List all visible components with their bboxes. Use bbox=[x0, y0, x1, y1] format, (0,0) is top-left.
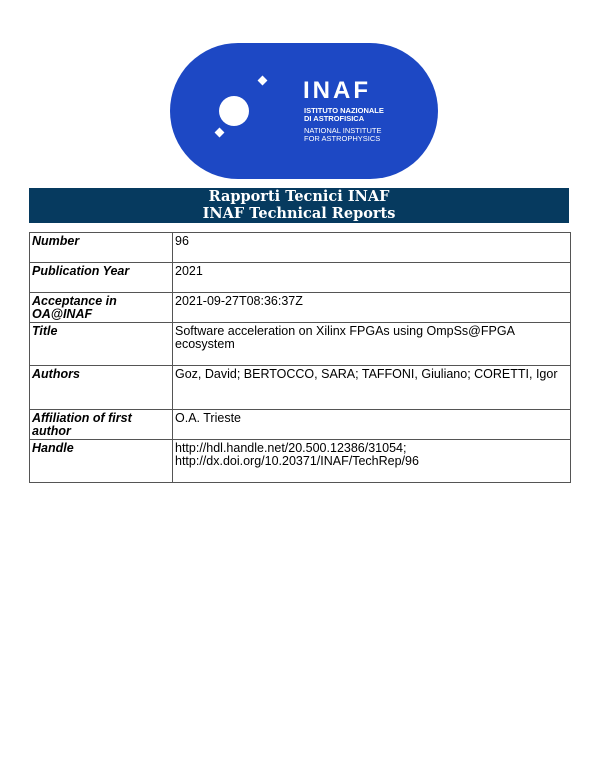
banner-title-it: Rapporti Tecnici INAF bbox=[208, 188, 390, 205]
year-label: Publication Year bbox=[30, 263, 173, 293]
handle-link[interactable]: http://hdl.handle.net/20.500.12386/31054; bbox=[175, 441, 407, 455]
table-row bbox=[30, 233, 571, 263]
affiliation-label: Affiliation of first author bbox=[30, 410, 173, 440]
logo-line-2: DI ASTROFISICA bbox=[304, 114, 365, 123]
acceptance-label: Acceptance in OA@INAF bbox=[30, 293, 173, 323]
authors-label: Authors bbox=[30, 366, 173, 410]
table-row bbox=[30, 323, 571, 366]
year-value: 2021 bbox=[173, 263, 571, 293]
logo-line-1: ISTITUTO NAZIONALE bbox=[304, 106, 384, 115]
logo-star-small-icon bbox=[215, 128, 225, 138]
metadata-table bbox=[29, 232, 571, 483]
logo-star-icon bbox=[258, 76, 268, 86]
doi-link[interactable]: http://dx.doi.org/10.20371/INAF/TechRep/96 bbox=[175, 454, 419, 468]
logo-dot-icon bbox=[219, 96, 249, 126]
acceptance-value: 2021-09-27T08:36:37Z bbox=[173, 293, 571, 323]
table-row bbox=[30, 410, 571, 440]
inaf-logo bbox=[170, 43, 438, 179]
table-row bbox=[30, 263, 571, 293]
authors-value: Goz, David; BERTOCCO, SARA; TAFFONI, Giuliano; CORETTI, Igor bbox=[173, 366, 571, 410]
handle-label: Handle bbox=[30, 440, 173, 483]
table-row bbox=[30, 293, 571, 323]
affiliation-value: O.A. Trieste bbox=[173, 410, 571, 440]
report-banner bbox=[29, 188, 569, 223]
table-row bbox=[30, 366, 571, 410]
banner-title-en: INAF Technical Reports bbox=[202, 205, 396, 222]
title-label: Title bbox=[30, 323, 173, 366]
handle-value bbox=[173, 440, 571, 483]
logo-line-4: FOR ASTROPHYSICS bbox=[304, 134, 381, 143]
number-value: 96 bbox=[173, 233, 571, 263]
title-value: Software acceleration on Xilinx FPGAs using OmpSs@FPGA ecosystem bbox=[173, 323, 571, 366]
number-label: Number bbox=[30, 233, 173, 263]
logo-brand: INAF bbox=[303, 77, 371, 104]
logo-line-3: NATIONAL INSTITUTE bbox=[304, 126, 382, 135]
table-row bbox=[30, 440, 571, 483]
